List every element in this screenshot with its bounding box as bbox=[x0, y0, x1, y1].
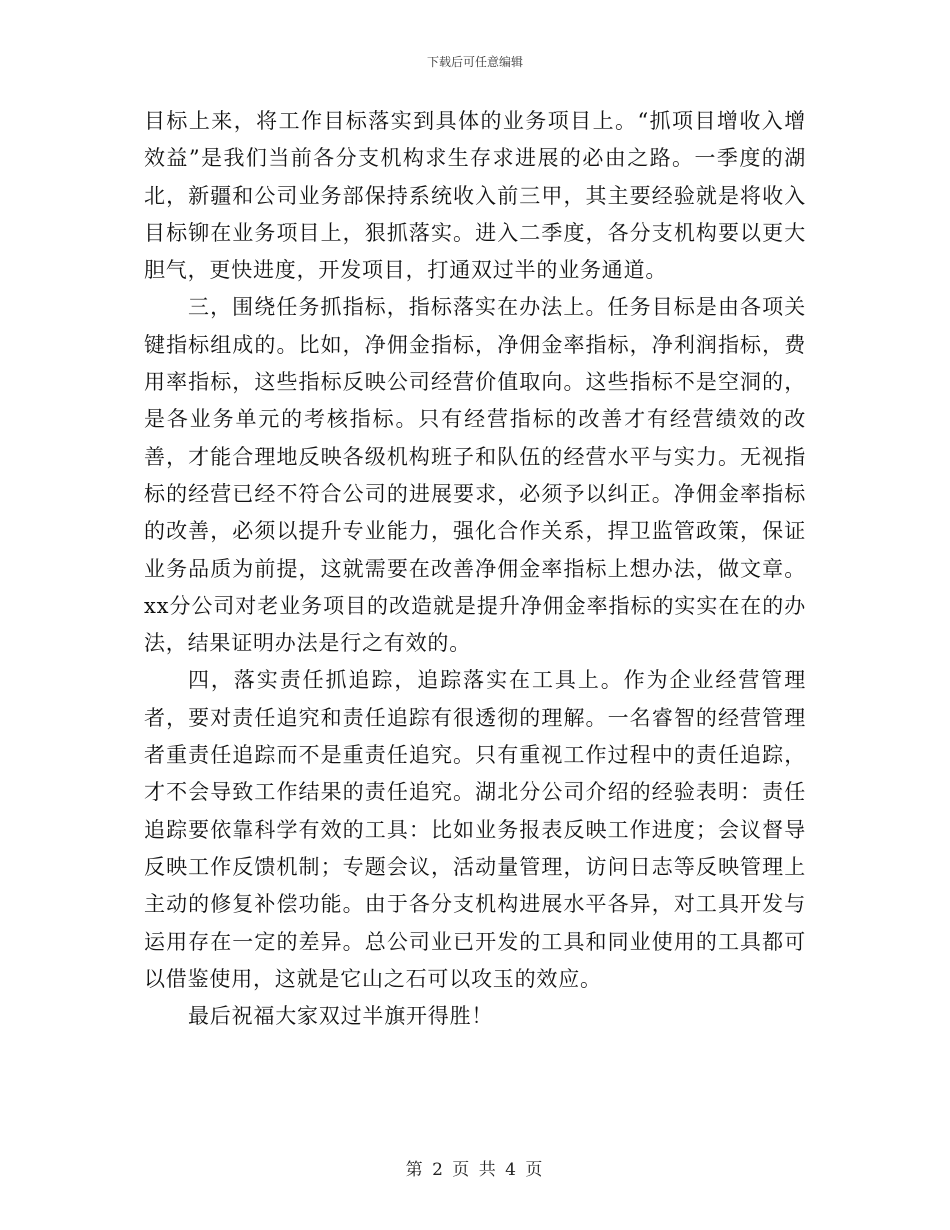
document-body bbox=[144, 103, 806, 1035]
paragraph-continued: 目标上来，将工作目标落实到具体的业务项目上。“抓项目增收入增效益”是我们当前各分支机构求生存求进展的必由之路。一季度的湖北，新疆和公司业务部保持系统收入前三甲，其主要经验就是将收入目标铆在业务项目上，狠抓落实。进入二季度，各分支机构要以更大胆气，更快进度，开发项目，打通双过半的业务通道。 bbox=[144, 109, 806, 283]
paragraph-section-four: 四，落实责任抓追踪，追踪落实在工具上。作为企业经营管理者，要对责任追究和责任追踪有很透彻的理解。一名睿智的经营管理者重责任追踪而不是重责任追究。只有重视工作过程中的责任追踪，才不会导致工作结果的责任追究。湖北分公司介绍的经验表明：责任追踪要依靠科学有效的工具：比如业务报表反映工作进度；会议督导反映工作反馈机制；专题会议，活动量管理，访问日志等反映管理上主动的修复补偿功能。由于各分支机构进展水平各异，对工具开发与运用存在一定的差异。总公司业已开发的工具和同业使用的工具都可以借鉴使用，这就是它山之石可以攻玉的效应。 bbox=[144, 668, 806, 991]
header-note: 下载后可任意编辑 bbox=[426, 55, 523, 69]
paragraph-section-three: 三，围绕任务抓指标，指标落实在办法上。任务目标是由各项关键指标组成的。比如，净佣金指标，净佣金率指标，净利润指标，费用率指标，这些指标反映公司经营价值取向。这些指标不是空洞的，是各业务单元的考核指标。只有经营指标的改善才有经营绩效的改善，才能合理地反映各级机构班子和队伍的经营水平与实力。无视指标的经营已经不符合公司的进展要求，必须予以纠正。净佣金率指标的改善，必须以提升专业能力，强化合作关系，捍卫监管政策，保证业务品质为前提，这就需要在改善净佣金率指标上想办法，做文章。xx分公司对老业务项目的改造就是提升净佣金率指标的实实在在的办法，结果证明办法是行之有效的。 bbox=[144, 295, 806, 656]
page-number: 第 2 页 共 4 页 bbox=[405, 1160, 545, 1180]
paragraph-closing: 最后祝福大家双过半旗开得胜！ bbox=[188, 1004, 494, 1029]
